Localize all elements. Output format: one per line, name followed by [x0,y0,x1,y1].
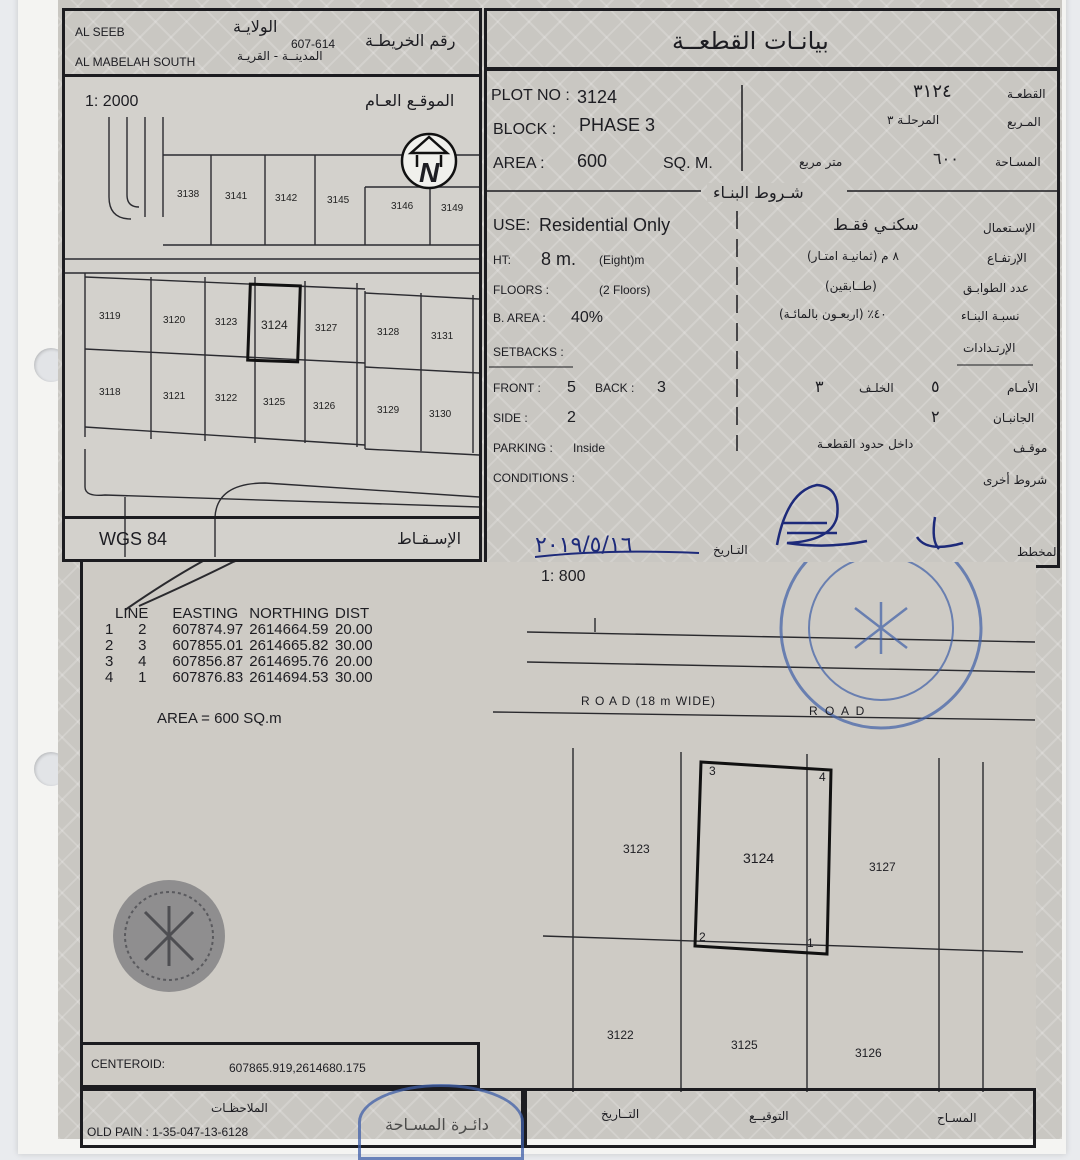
front-ar-label: الأمـام [1007,381,1039,395]
survey-dept-stamp [358,1084,524,1160]
site-plot-main: 3124 [743,850,775,866]
building-area-label: B. AREA : [493,311,546,325]
site-plot-bottom-left: 3122 [607,1028,634,1042]
easting-cell: 607876.83 [172,669,244,686]
road-label-18m: R O A D (18 m WIDE) [581,694,717,708]
conditions-ar-label: شروط أخرى [983,473,1048,487]
site-plot-bottom-right: 3126 [855,1046,882,1060]
building-area-ar-label: نسبـة البنـاء [961,309,1020,323]
map-plot-number: 3123 [215,317,238,328]
easting-cell: 607856.87 [172,653,244,670]
building-area-value: 40% [571,309,604,326]
road-label: R O A D [809,704,867,718]
map-plot-number: 3130 [429,409,452,420]
side-ar-label: الجانبـان [993,411,1035,425]
height-words: (Eight)m [599,253,645,267]
line-from: 3 [105,653,114,670]
centeroid-box [80,1042,480,1088]
map-plot-number: 3138 [177,189,200,200]
conditions-label: CONDITIONS : [493,471,576,485]
block-label: BLOCK : [493,121,557,138]
front-ar-value: ٥ [931,377,940,396]
northing-cell: 2614694.53 [249,669,329,686]
computed-area: AREA = 600 SQ.m [157,710,282,727]
area-unit: SQ. M. [663,155,713,172]
parking-ar-value: داخل حدود القطعـة [817,437,914,451]
setbacks-label: SETBACKS : [493,345,564,359]
header-location-box [62,8,482,78]
parking-value: Inside [573,441,606,455]
wilaya-value: AL SEEB [75,25,125,39]
wilaya-label: الولايـة [233,17,278,36]
use-value: Residential Only [539,215,671,235]
line-from: 2 [105,637,114,654]
back-value: 3 [657,379,666,396]
floors-ar-value: (طــابقين) [825,279,877,293]
handwritten-date: ٢٠١٩/٥/١٦ [535,533,633,558]
footer-signature-label: التوقيــع [749,1109,789,1123]
land-plot-document [58,0,1062,1139]
easting-cell: 607874.97 [172,621,244,638]
plot-no-ar-label: القطعـة [1007,87,1046,101]
site-plan-area [80,562,1036,1092]
back-ar-value: ٣ [815,377,824,396]
area-ar-label: المسـاحة [995,155,1041,169]
use-ar-value: سكنـي فقـط [833,215,919,234]
col-header-dist: DIST [335,605,370,622]
floors-value: (2 Floors) [599,283,651,297]
northing-cell: 2614664.59 [249,621,329,638]
parking-ar-label: موقـف [1013,441,1048,455]
col-header-easting: EASTING [172,605,239,622]
map-plot-number: 3118 [99,387,121,398]
corner-4: 4 [819,770,826,784]
area-ar-unit: متر مربع [799,155,843,169]
corner-3: 3 [709,764,716,778]
town-value: AL MABELAH SOUTH [75,55,196,69]
area-value: 600 [577,151,608,171]
corner-1: 1 [807,936,814,950]
survey-dept-text: دائـرة المسـاحة [385,1115,489,1134]
col-header-line: LINE [115,605,149,622]
centeroid-label: CENTEROID: [91,1057,166,1071]
area-ar-value: ٦٠٠ [933,149,959,168]
site-plot-bottom-middle: 3125 [731,1038,758,1052]
planner-label: المخطط [1017,545,1060,559]
site-plan-scale: 1: 800 [541,568,586,585]
notes-label: الملاحظـات [211,1101,268,1115]
parking-label: PARKING : [493,441,553,455]
old-pain-number: OLD PAIN : 1-35-047-13-6128 [87,1125,249,1139]
location-map-scale: 1: 2000 [85,93,139,110]
setbacks-ar-label: الإرتـدادات [963,341,1016,355]
site-plot-right: 3127 [869,860,896,874]
map-plot-number: 3141 [225,191,248,202]
height-ar-value: ٨ م (ثمانيـة امتـار) [807,249,899,263]
floors-ar-label: عدد الطوابـق [963,281,1029,295]
height-ar-label: الإرتفـاع [987,251,1027,265]
national-emblem-seal [113,880,225,992]
building-area-ar-value: ٤٠٪ (اربعـون بالمائـة) [779,307,887,321]
side-value: 2 [567,409,576,426]
map-plot-number: 3131 [431,331,454,342]
map-plot-number: 3119 [99,311,121,322]
signatures-box [524,1088,1036,1148]
map-number-value: 607-614 [291,37,336,51]
plot-data-title: بيانـات القطعــة [672,27,829,55]
height-value: 8 m. [541,249,577,269]
northing-cell: 2614665.82 [249,637,329,654]
dist-cell: 20.00 [335,621,373,638]
location-map-box [62,74,482,562]
line-to: 3 [138,637,147,654]
line-to: 1 [138,669,147,686]
town-label: المدينــة - القريـة [237,49,323,63]
plot-data-header [484,8,1060,70]
map-plot-number: 3125 [263,397,286,408]
line-from: 4 [105,669,114,686]
centeroid-value: 607865.919,2614680.175 [229,1061,366,1075]
location-map-plot-labels [99,189,464,420]
dist-cell: 30.00 [335,669,373,686]
floors-label: FLOORS : [493,283,550,297]
use-label: USE: [493,217,531,234]
map-plot-number: 3121 [163,391,186,402]
map-plot-number: 3145 [327,195,350,206]
area-label: AREA : [493,155,545,172]
site-plot-left: 3123 [623,842,650,856]
map-plot-number: 3127 [315,323,338,334]
projection-value: WGS 84 [99,529,168,549]
plot-no-ar-value: ٣١٢٤ [913,81,952,102]
back-label: BACK : [595,381,635,395]
easting-cell: 607855.01 [172,637,244,654]
projection-label: الإسـقـاط [397,529,462,548]
side-label: SIDE : [493,411,528,425]
footer-surveyor-label: المسـاح [937,1111,977,1125]
col-header-northing: NORTHING [249,605,329,622]
northing-cell: 2614695.76 [249,653,329,670]
map-plot-number: 3142 [275,193,298,204]
front-value: 5 [567,379,576,396]
plot-no-value: 3124 [577,87,618,107]
block-ar-value: المرحلـة ٣ [887,113,940,127]
planner-signature [777,485,963,549]
map-number-label: رقم الخريطـة [365,31,456,50]
map-plot-number: 3122 [215,393,238,404]
table-row [105,654,379,670]
block-value: PHASE 3 [579,115,656,135]
location-map-title: الموقـع العـام [365,91,455,110]
dist-cell: 20.00 [335,653,373,670]
footer-date-label: التــاريخ [601,1107,640,1121]
front-label: FRONT : [493,381,541,395]
corner-2: 2 [699,930,706,944]
location-map-drawing [65,77,479,559]
map-plot-number: 3126 [313,401,336,412]
block-ar-label: المـربع [1007,115,1041,129]
line-to: 4 [138,653,147,670]
plot-no-label: PLOT NO : [491,87,570,104]
date-label: التـاريخ [713,543,748,557]
height-label: HT: [493,253,511,267]
north-letter: N [419,157,440,188]
coordinates-table [105,606,379,686]
use-ar-label: الإسـتعمال [983,221,1036,235]
coordinates-header-row [105,606,379,622]
dist-cell: 30.00 [335,637,373,654]
map-plot-number: 3149 [441,203,464,214]
back-ar-label: الخلـف [859,381,894,395]
plot-info-box [484,68,1060,568]
table-row [105,670,379,686]
map-plot-number: 3128 [377,327,400,338]
line-from: 1 [105,621,114,638]
map-plot-number: 3124 [261,318,288,332]
map-plot-number: 3146 [391,201,414,212]
table-row [105,622,379,638]
projection-box [62,516,482,562]
map-plot-number: 3120 [163,315,186,326]
table-row [105,638,379,654]
building-conditions-title: شـروط البنـاء [707,183,810,202]
line-to: 2 [138,621,147,638]
side-ar-value: ٢ [931,407,940,426]
map-plot-number: 3129 [377,405,400,416]
